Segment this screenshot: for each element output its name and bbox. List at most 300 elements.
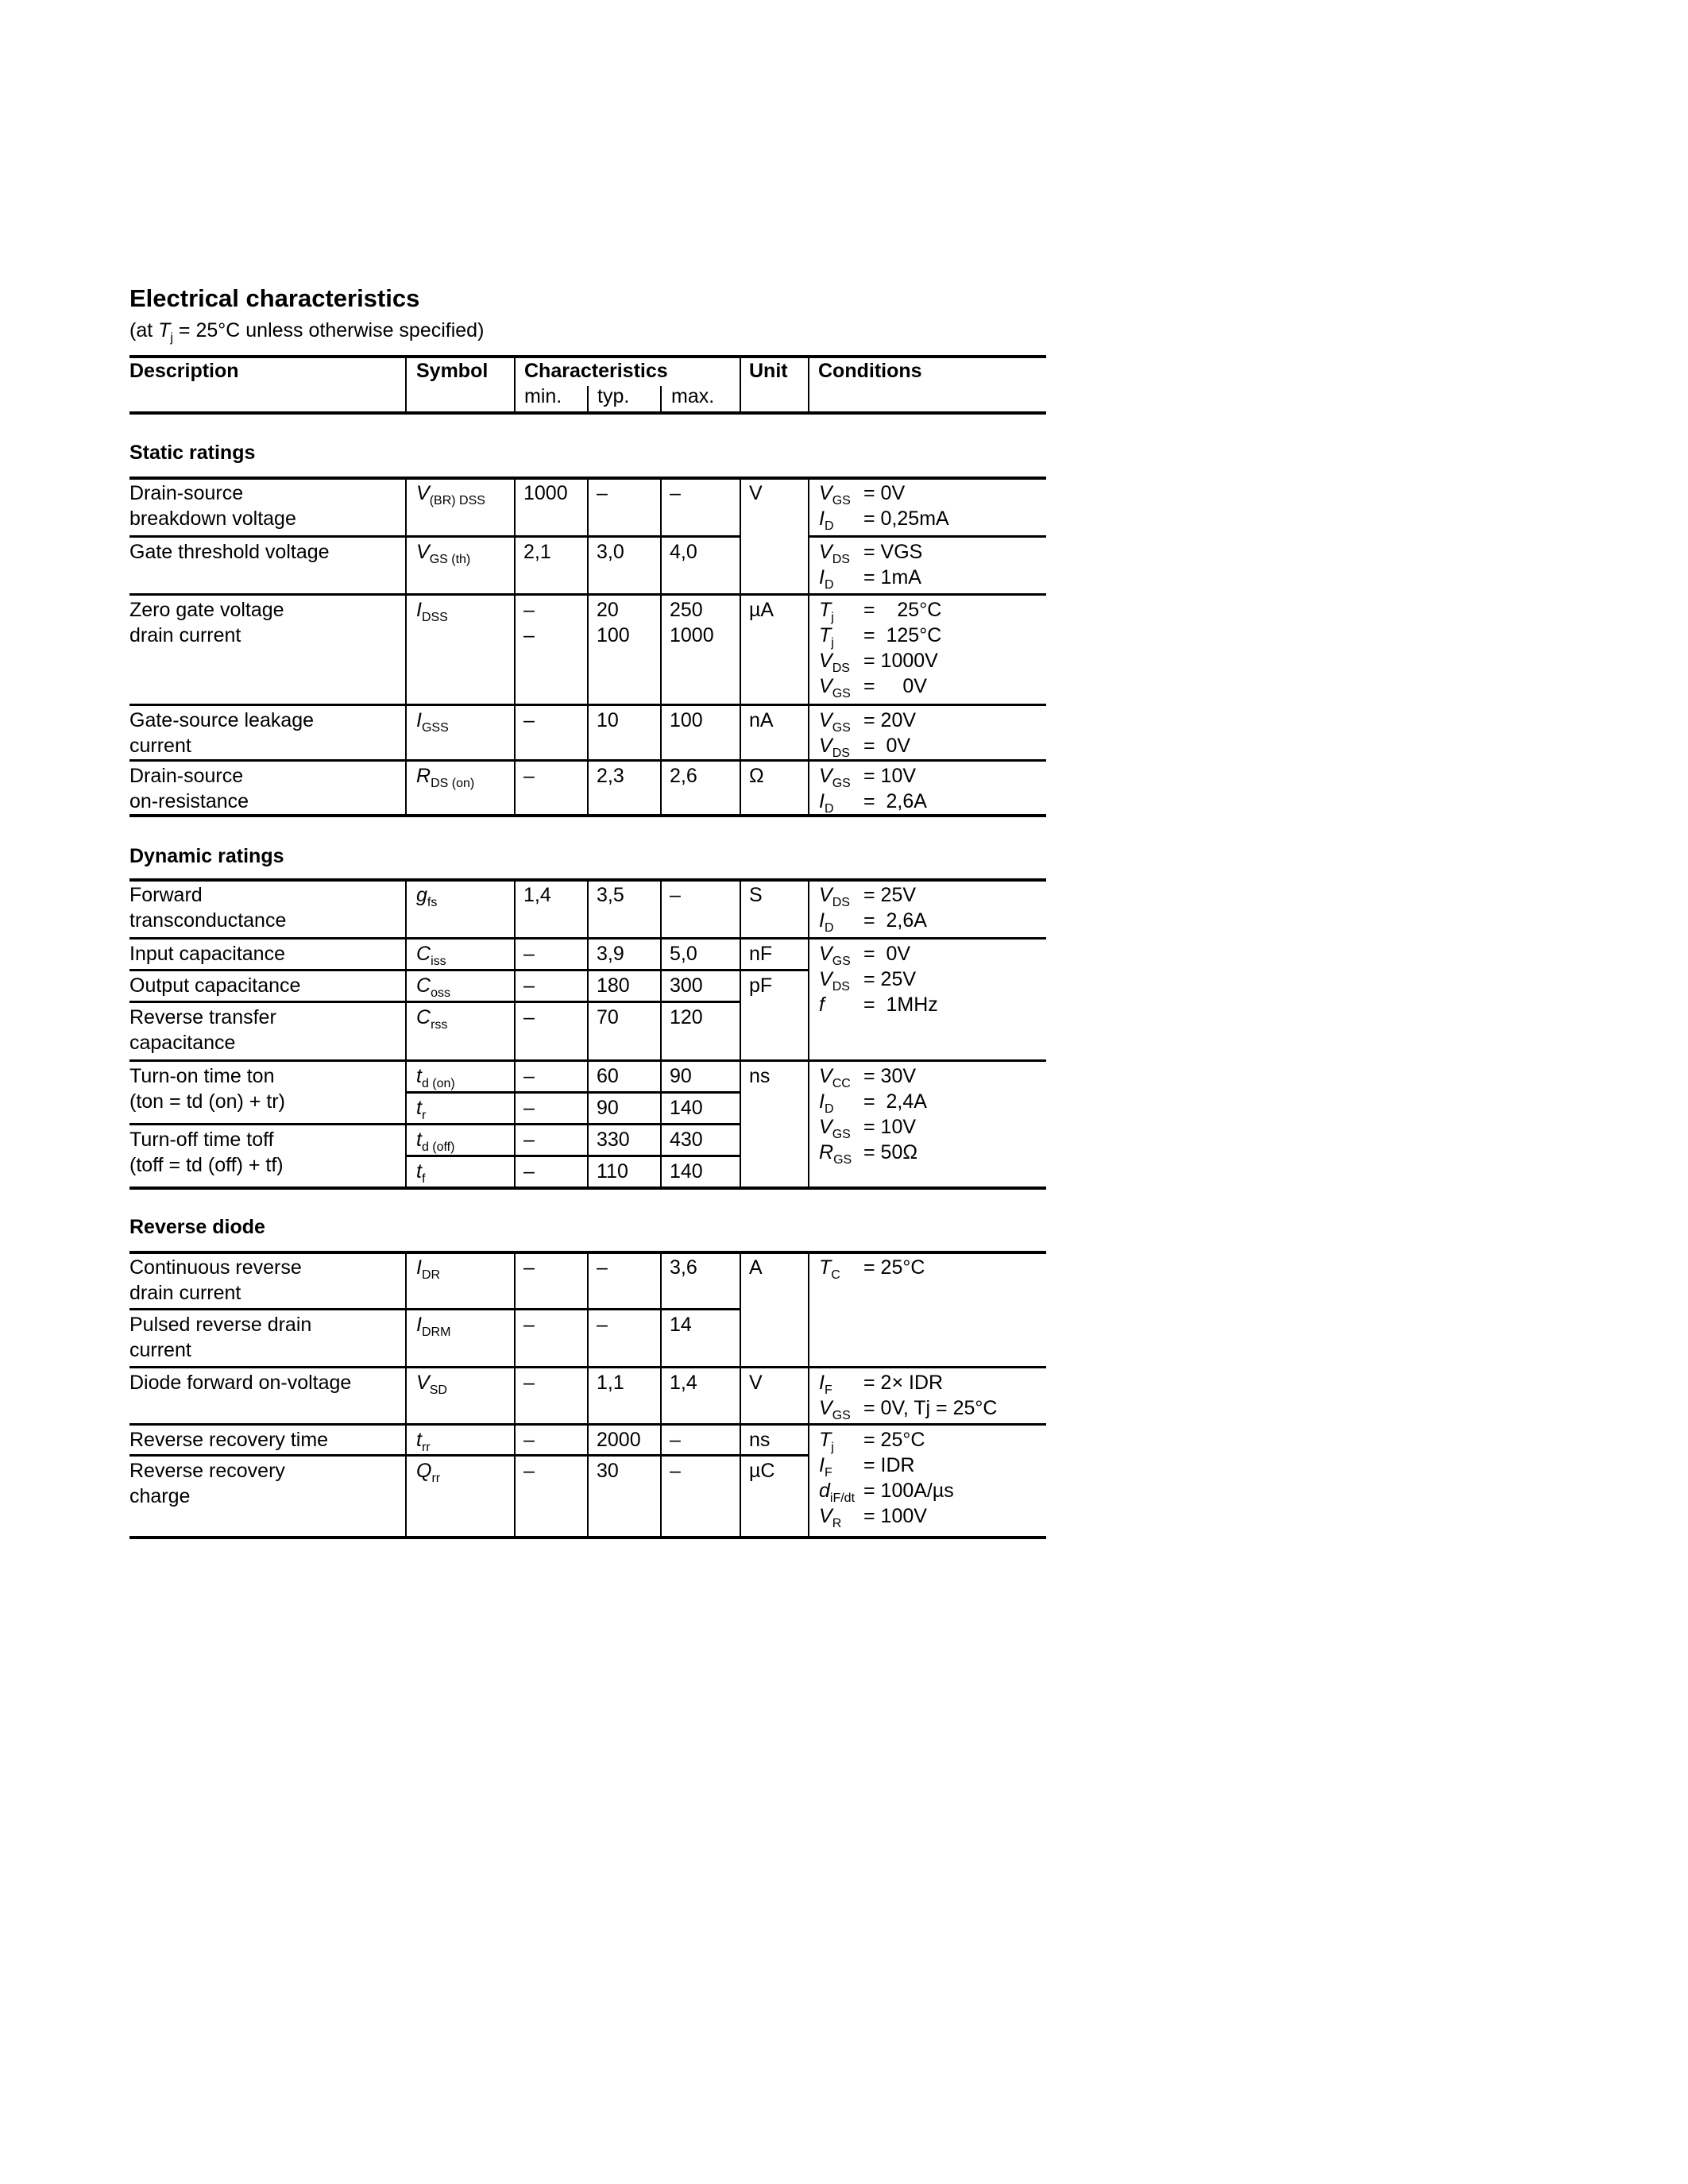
section-label: Static ratings — [129, 442, 256, 464]
value-line: 3,0 — [597, 541, 624, 563]
condition-value: = 20V — [863, 709, 917, 731]
row-conditions — [819, 763, 927, 814]
value-line: 300 — [670, 974, 703, 997]
row-unit: S — [749, 884, 763, 906]
column-divider — [660, 878, 662, 1188]
value-line: – — [523, 1006, 535, 1028]
symbol-base: Q — [416, 1460, 432, 1482]
row-unit: ns — [749, 1429, 771, 1451]
row-symbol — [416, 539, 470, 565]
row-min — [523, 882, 551, 908]
condition-variable: $V_{GS}$ — [819, 943, 851, 968]
symbol-base: C — [416, 974, 431, 997]
row-description — [129, 1427, 328, 1453]
value-line: – — [523, 1160, 535, 1183]
condition-variable: $V_{DS}$ — [819, 650, 850, 675]
row-typ — [597, 1427, 641, 1453]
row-typ — [597, 1127, 630, 1152]
value-line: 90 — [597, 1097, 619, 1119]
description-line: current — [129, 1339, 191, 1361]
value-line: – — [523, 624, 535, 646]
row-typ — [597, 1370, 624, 1395]
value-line: 2,3 — [597, 765, 624, 787]
column-divider — [587, 477, 589, 816]
row-description — [129, 480, 296, 531]
unit-rule — [740, 704, 808, 706]
header-characteristics: Characteristics — [524, 360, 668, 382]
row-description — [129, 708, 314, 758]
row-unit: V — [749, 1372, 763, 1394]
row-unit: Ω — [749, 765, 764, 787]
value-line: 3,5 — [597, 884, 624, 906]
value-line: – — [523, 599, 535, 621]
row-description — [129, 973, 300, 998]
row-unit: V — [749, 482, 763, 504]
value-line: 3,6 — [670, 1256, 697, 1279]
row-symbol — [416, 1458, 440, 1484]
row-max — [670, 973, 703, 998]
value-line: 100 — [670, 709, 703, 731]
value-line: – — [523, 1097, 535, 1119]
row-max — [670, 1312, 692, 1337]
row-typ — [597, 1458, 619, 1484]
row-description — [129, 1370, 351, 1395]
value-line: 100 — [597, 624, 630, 646]
condition-line — [819, 1370, 997, 1395]
description-line: capacitance — [129, 1032, 236, 1054]
symbol-base: g — [416, 884, 427, 906]
value-line: – — [523, 943, 535, 965]
row-typ — [597, 941, 624, 967]
condition-value: = 2× IDR — [863, 1372, 944, 1394]
conditions-rule — [808, 1423, 1046, 1426]
condition-line — [819, 597, 941, 623]
symbol-base: I — [416, 1256, 422, 1279]
header-unit: Unit — [749, 360, 788, 382]
column-divider — [514, 477, 516, 816]
symbol-subscript: rr — [431, 1472, 441, 1485]
column-divider — [514, 878, 516, 1188]
condition-value: = 0,25mA — [863, 507, 949, 530]
column-divider — [808, 878, 809, 1188]
value-line: – — [523, 1129, 535, 1151]
value-line: – — [523, 765, 535, 787]
row-min — [523, 1427, 535, 1453]
description-line: breakdown voltage — [129, 507, 296, 530]
symbol-base: t — [416, 1065, 422, 1087]
value-line: 90 — [670, 1065, 692, 1087]
symbol-subscript: oss — [431, 986, 450, 1000]
row-conditions — [819, 708, 916, 758]
symbol-subscript: DRM — [421, 1325, 451, 1339]
value-line: – — [523, 709, 535, 731]
condition-variable: $I_D$ — [819, 790, 834, 816]
condition-value: = 0V — [863, 735, 911, 757]
value-line: 1000 — [670, 624, 714, 646]
description-line: Drain-source — [129, 482, 244, 504]
row-symbol — [416, 1312, 450, 1337]
condition-variable: $V_R$ — [819, 1505, 842, 1530]
condition-variable: f — [819, 994, 825, 1016]
condition-variable: $V_{DS}$ — [819, 968, 850, 994]
row-description — [129, 882, 286, 933]
subtitle-variable-sub: j — [170, 331, 173, 345]
condition-value: = 1mA — [863, 566, 921, 588]
symbol-subscript: (BR) DSS — [429, 494, 485, 507]
row-max — [670, 1095, 703, 1121]
symbol-subscript: rr — [421, 1441, 431, 1454]
divider — [514, 357, 516, 412]
value-line: – — [670, 1460, 681, 1482]
condition-value: = 2,6A — [863, 909, 927, 932]
row-rule — [129, 1366, 740, 1368]
condition-line — [819, 480, 949, 506]
row-min — [523, 941, 535, 967]
row-max — [670, 941, 697, 967]
row-conditions — [819, 941, 938, 1017]
description-line: Reverse recovery time — [129, 1429, 329, 1451]
value-line: 1,4 — [670, 1372, 697, 1394]
value-line: 2,6 — [670, 765, 697, 787]
value-line: – — [523, 1065, 535, 1087]
row-symbol — [416, 708, 449, 733]
row-min — [523, 597, 535, 648]
row-description — [129, 597, 284, 648]
section-label: Reverse diode — [129, 1216, 265, 1238]
condition-value: = 50Ω — [863, 1141, 918, 1163]
row-max — [670, 1159, 703, 1184]
symbol-base: V — [416, 541, 430, 563]
value-line: 10 — [597, 709, 619, 731]
symbol-subscript: d (off) — [421, 1140, 455, 1154]
description-line: current — [129, 735, 191, 757]
condition-line — [819, 1453, 954, 1478]
row-symbol — [416, 1095, 426, 1121]
row-rule — [129, 1423, 740, 1426]
row-description — [129, 941, 285, 967]
condition-value: = 2,4A — [863, 1090, 927, 1113]
row-max — [670, 539, 697, 565]
condition-variable: $V_{GS}$ — [819, 1397, 851, 1422]
divider — [660, 386, 662, 412]
condition-line — [819, 908, 927, 933]
header-min: min. — [524, 385, 562, 407]
condition-line — [819, 506, 949, 531]
value-line: – — [523, 1372, 535, 1394]
row-symbol — [416, 1159, 425, 1184]
row-max — [670, 882, 681, 908]
row-unit: A — [749, 1256, 763, 1279]
row-rule — [129, 1001, 740, 1003]
column-divider — [405, 1251, 407, 1538]
header-description: Description — [129, 360, 239, 382]
row-conditions — [819, 1255, 925, 1280]
value-line: – — [597, 1256, 608, 1279]
condition-value: = 0V — [863, 943, 911, 965]
section-label: Dynamic ratings — [129, 845, 284, 867]
subtitle-variable: T — [158, 319, 171, 341]
condition-line — [819, 623, 941, 648]
condition-line — [819, 673, 941, 699]
divider — [808, 357, 809, 412]
value-line: – — [670, 1429, 681, 1451]
condition-value: = 25V — [863, 968, 917, 990]
row-typ — [597, 763, 624, 789]
row-symbol — [416, 941, 446, 967]
row-max — [670, 1427, 681, 1453]
symbol-base: V — [416, 482, 430, 504]
column-divider — [587, 878, 589, 1188]
condition-line — [819, 967, 938, 992]
row-conditions — [819, 480, 949, 531]
value-line: 110 — [597, 1160, 628, 1183]
condition-variable: $V_{DS}$ — [819, 735, 850, 760]
condition-variable: $I_D$ — [819, 566, 834, 592]
row-min — [523, 763, 535, 789]
value-line: 180 — [597, 974, 630, 997]
column-divider — [514, 1251, 516, 1538]
description-line: drain current — [129, 1282, 241, 1304]
condition-variable: $R_{GS}$ — [819, 1141, 852, 1167]
condition-variable: $V_{GS}$ — [819, 765, 851, 790]
row-unit: nF — [749, 943, 773, 965]
row-min — [523, 539, 551, 565]
value-line: 250 — [670, 599, 703, 621]
row-typ — [597, 539, 624, 565]
description-line: Forward — [129, 884, 203, 906]
row-symbol — [416, 597, 448, 623]
row-description — [129, 1255, 302, 1306]
description-line: drain current — [129, 624, 241, 646]
symbol-base: C — [416, 943, 431, 965]
row-min — [523, 1159, 535, 1184]
column-divider — [405, 477, 407, 816]
row-conditions — [819, 539, 922, 590]
row-typ — [597, 708, 619, 733]
condition-value: = 0V — [863, 675, 927, 697]
condition-value: = IDR — [863, 1454, 915, 1476]
row-unit: µA — [749, 599, 774, 621]
row-min — [523, 708, 535, 733]
condition-line — [819, 763, 927, 789]
description-line: Gate threshold voltage — [129, 541, 330, 563]
value-line: 5,0 — [670, 943, 697, 965]
conditions-rule — [808, 704, 1046, 706]
conditions-rule — [808, 535, 1046, 538]
row-symbol — [416, 973, 450, 998]
column-divider — [405, 878, 407, 1188]
conditions-rule — [808, 1366, 1046, 1368]
value-line: 2000 — [597, 1429, 641, 1451]
value-line: 30 — [597, 1460, 619, 1482]
row-symbol — [416, 480, 485, 506]
row-max — [670, 480, 681, 506]
condition-line — [819, 648, 941, 673]
sub-row-rule — [405, 1155, 740, 1157]
value-line: – — [597, 1314, 608, 1336]
symbol-subscript: DS (on) — [431, 777, 475, 790]
condition-variable: $I_D$ — [819, 909, 834, 935]
symbol-base: V — [416, 1372, 430, 1394]
row-typ — [597, 1095, 619, 1121]
value-line: 60 — [597, 1065, 619, 1087]
symbol-subscript: DR — [421, 1268, 441, 1282]
row-description — [129, 1458, 285, 1509]
condition-line — [819, 941, 938, 967]
row-unit: nA — [749, 709, 774, 731]
value-line: 140 — [670, 1097, 703, 1119]
condition-value: = 2,6A — [863, 790, 927, 812]
row-symbol — [416, 882, 437, 908]
condition-value: = 10V — [863, 765, 917, 787]
value-line: 20 — [597, 599, 619, 621]
condition-variable: $V_{GS}$ — [819, 675, 851, 700]
symbol-subscript: DSS — [421, 611, 448, 624]
value-line: – — [523, 1314, 535, 1336]
value-line: 1,4 — [523, 884, 551, 906]
row-conditions — [819, 882, 927, 933]
row-rule — [129, 1308, 740, 1310]
condition-variable: $T_j$ — [819, 624, 834, 650]
condition-variable: $d_{iF/dt}$ — [819, 1480, 856, 1505]
condition-value: = 1000V — [863, 650, 938, 672]
symbol-base: t — [416, 1160, 422, 1183]
symbol-base: R — [416, 765, 431, 787]
row-max — [670, 1370, 697, 1395]
row-description — [129, 763, 249, 814]
condition-variable: $I_F$ — [819, 1454, 832, 1480]
row-min — [523, 1127, 535, 1152]
row-min — [523, 1312, 535, 1337]
condition-line — [819, 1503, 954, 1529]
condition-value: = 25°C — [863, 1429, 925, 1451]
row-unit: pF — [749, 974, 773, 997]
symbol-subscript: f — [421, 1172, 426, 1186]
unit-rule — [740, 1366, 808, 1368]
conditions-rule — [808, 593, 1046, 596]
row-symbol — [416, 1005, 447, 1030]
symbol-subscript: iss — [431, 955, 446, 968]
row-symbol — [416, 1255, 440, 1280]
condition-line — [819, 1140, 927, 1165]
description-line: Zero gate voltage — [129, 599, 284, 621]
subtitle-prefix: (at — [129, 319, 159, 341]
row-rule — [129, 535, 740, 538]
description-line: (ton = td (on) + tr) — [129, 1090, 285, 1113]
condition-line — [819, 1395, 997, 1421]
condition-value: = 0V, Tj = 25°C — [863, 1397, 998, 1419]
condition-variable: $V_{GS}$ — [819, 482, 851, 507]
condition-line — [819, 1427, 954, 1453]
condition-variable: $T_j$ — [819, 1429, 834, 1454]
condition-variable: $V_{GS}$ — [819, 709, 851, 735]
divider — [587, 386, 589, 412]
unit-rule — [740, 969, 808, 971]
header-conditions: Conditions — [818, 360, 922, 382]
description-line: Output capacitance — [129, 974, 301, 997]
row-rule — [129, 969, 740, 971]
condition-value: = 10V — [863, 1116, 917, 1138]
description-line: Drain-source — [129, 765, 244, 787]
row-typ — [597, 480, 608, 506]
row-conditions — [819, 597, 941, 699]
condition-line — [819, 1089, 927, 1114]
symbol-subscript: SD — [429, 1383, 447, 1397]
row-symbol — [416, 1370, 447, 1395]
condition-value: = 30V — [863, 1065, 917, 1087]
description-line: Diode forward on-voltage — [129, 1372, 352, 1394]
description-line: transconductance — [129, 909, 287, 932]
condition-line — [819, 882, 927, 908]
column-divider — [808, 477, 809, 816]
description-line: charge — [129, 1485, 191, 1507]
value-line: – — [670, 884, 681, 906]
row-max — [670, 708, 703, 733]
description-line: Continuous reverse — [129, 1256, 302, 1279]
row-unit: ns — [749, 1065, 771, 1087]
condition-variable: $V_{DS}$ — [819, 541, 850, 566]
row-typ — [597, 597, 630, 648]
header-typ: typ. — [597, 385, 630, 407]
unit-rule — [740, 1059, 808, 1062]
value-line: 3,9 — [597, 943, 624, 965]
row-max — [670, 1458, 681, 1484]
column-divider — [740, 878, 741, 1188]
description-line: Turn-on time ton — [129, 1065, 275, 1087]
symbol-subscript: GS (th) — [429, 553, 471, 566]
symbol-base: t — [416, 1097, 422, 1119]
row-unit: µC — [749, 1460, 775, 1482]
value-line: 2,1 — [523, 541, 551, 563]
condition-line — [819, 565, 922, 590]
column-divider — [660, 1251, 662, 1538]
value-line: 70 — [597, 1006, 619, 1028]
row-typ — [597, 1005, 619, 1030]
divider — [405, 357, 407, 412]
condition-line — [819, 1114, 927, 1140]
row-min — [523, 480, 568, 506]
column-divider — [740, 1251, 741, 1538]
condition-value: = 0V — [863, 482, 906, 504]
row-min — [523, 973, 535, 998]
symbol-subscript: rss — [431, 1018, 448, 1032]
description-line: (toff = td (off) + tf) — [129, 1154, 284, 1176]
symbol-base: t — [416, 1429, 422, 1451]
value-line: – — [597, 482, 608, 504]
row-conditions — [819, 1063, 927, 1165]
description-line: Gate-source leakage — [129, 709, 315, 731]
description-line: Reverse transfer — [129, 1006, 276, 1028]
column-divider — [740, 477, 741, 816]
symbol-subscript: d (on) — [421, 1077, 455, 1090]
value-line: – — [670, 482, 681, 504]
row-symbol — [416, 763, 474, 789]
row-typ — [597, 882, 624, 908]
unit-rule — [740, 1423, 808, 1426]
unit-rule — [740, 937, 808, 940]
value-line: – — [523, 974, 535, 997]
condition-variable: $I_F$ — [819, 1372, 832, 1397]
row-description — [129, 1312, 311, 1363]
unit-rule — [740, 1454, 808, 1457]
value-line: – — [523, 1256, 535, 1279]
column-divider — [587, 1251, 589, 1538]
conditions-rule — [808, 937, 1046, 940]
row-min — [523, 1370, 535, 1395]
row-description — [129, 1063, 285, 1114]
row-min — [523, 1005, 535, 1030]
condition-value: = 100V — [863, 1505, 927, 1527]
